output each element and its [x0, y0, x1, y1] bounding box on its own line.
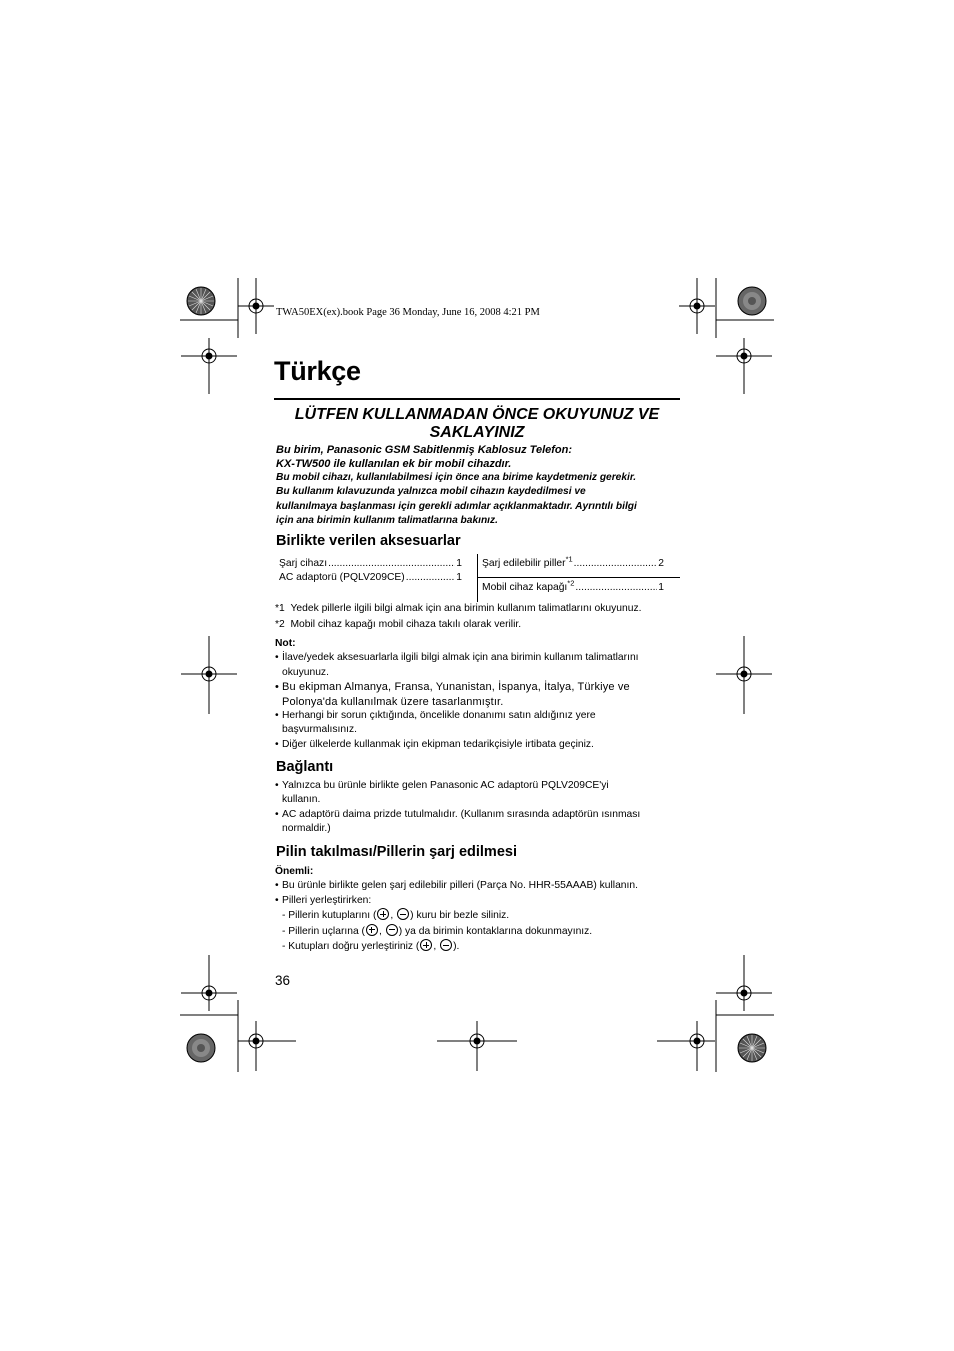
- important-label: Önemli:: [275, 866, 314, 877]
- accessory-qty: 2: [658, 558, 664, 569]
- intro-body-line: kullanılmaya başlanması için gerekli adımlar açıklanmaktadır. Ayrıntılı bilgi: [276, 500, 637, 512]
- note-item: • Bu ekipman Almanya, Fransa, Yunanistan, İspanya, İtalya, Türkiye ve Polonya'da kullanılmak üzere tasarlanmıştır.: [275, 680, 681, 709]
- accessory-label: Şarj cihazı: [279, 558, 328, 569]
- minus-terminal-icon: [397, 908, 409, 920]
- warning-heading-line2: SAKLAYINIZ: [429, 424, 525, 441]
- accessory-label: AC adaptorü (PQLV209CE): [279, 572, 405, 584]
- intro-body-line: Bu mobil cihazı, kullanılabilmesi için önce ana birime kaydetmeniz gerekir.: [276, 472, 637, 483]
- battery-heading: Pilin takılması/Pillerin şarj edilmesi: [276, 844, 517, 860]
- plus-terminal-icon: [420, 939, 432, 951]
- footnote-marker: *1: [565, 554, 573, 564]
- accessory-qty: 1: [658, 582, 664, 593]
- accessory-qty: 1: [456, 572, 462, 584]
- note-label: Not:: [275, 638, 296, 649]
- accessories-divider: [477, 554, 478, 602]
- battery-item: • Bu ürünle birlikte gelen şarj edilebilir pilleri (Parça No. HHR-55AAAB) kullanın.: [275, 879, 685, 893]
- warning-heading: [274, 406, 680, 442]
- accessory-qty: 1: [456, 558, 462, 569]
- accessory-label: Şarj edilebilir piller$^{*1}$: [482, 554, 573, 569]
- intro-body-line: için ana birimin kullanım talimatlarına bakınız.: [276, 515, 498, 527]
- title-rule: [274, 398, 680, 400]
- intro-body-line: Bu kullanım kılavuzunda yalnızca mobil cihazın kaydedilmesi ve: [276, 486, 586, 498]
- footnote-2: *2 Mobil cihaz kapağı mobil cihaza takılı olarak verilir.: [275, 619, 522, 631]
- accessory-item: [279, 571, 462, 585]
- accessory-item: [482, 554, 664, 571]
- connection-item: • Yalnızca bu ürünle birlikte gelen Panasonic AC adaptorü PQLV209CE'yi kullanın.: [275, 779, 685, 808]
- footnote-marker: *2: [567, 578, 575, 588]
- note-block: [275, 637, 681, 752]
- plus-terminal-icon: [377, 908, 389, 920]
- book-header-line: TWA50EX(ex).book Page 36 Monday, June 16, 2008 4:21 PM: [276, 307, 540, 318]
- footnote-1: *1 Yedek pillerle ilgili bilgi almak için ana birimin kullanım talimatlarını okuyunuz.: [275, 603, 642, 614]
- accessory-item: [482, 578, 664, 595]
- battery-block: [275, 865, 685, 954]
- accessories-heading: Birlikte verilen aksesuarlar: [276, 533, 461, 549]
- intro-bold-line2: KX-TW500 ile kullanılan ek bir mobil cihazdır.: [276, 457, 512, 470]
- accessories-row-rule: [477, 577, 680, 578]
- note-item: • Herhangi bir sorun çıktığında, öncelikle donanımı satın aldığınız yere başvurmalısınız.: [275, 709, 681, 738]
- note-item: • Diğer ülkelerde kullanmak için ekipman tedarikçisiyle irtibata geçiniz.: [275, 738, 681, 752]
- battery-subitem: - Pillerin uçlarına ( , ) ya da birimin kontaklarına dokunmayınız.: [282, 925, 593, 937]
- intro-bold-line1: Bu birim, Panasonic GSM Sabitlenmiş Kablosuz Telefon:: [276, 444, 573, 456]
- accessories-right-row2: [482, 578, 664, 595]
- note-item: • İlave/yedek aksesuarlarla ilgili bilgi almak için ana birimin kullanım talimatlarını okuyunuz.: [275, 651, 681, 680]
- page-number: 36: [275, 973, 291, 988]
- page-title: Türkçe: [274, 356, 361, 386]
- accessory-item: [279, 557, 462, 571]
- connection-item: • AC adaptörü daima prizde tutulmalıdır. (Kullanım sırasında adaptörün ısınması normaldir.): [275, 808, 685, 837]
- battery-subitem: - Pillerin kutuplarını ( , ) kuru bir bezle siliniz.: [282, 910, 510, 922]
- battery-item: • Pilleri yerleştirirken:: [275, 894, 685, 908]
- battery-subitem: - Kutupları doğru yerleştiriniz ( , ).: [282, 941, 460, 953]
- connection-heading: Bağlantı: [276, 759, 334, 775]
- accessory-label: Mobil cihaz kapağı$^{*2}$: [482, 578, 575, 593]
- intro-bold: [276, 444, 682, 471]
- accessories-left-column: [279, 557, 462, 586]
- footnotes: [275, 602, 685, 633]
- plus-terminal-icon: [366, 924, 378, 936]
- connection-list: [275, 779, 685, 837]
- warning-heading-line1: LÜTFEN KULLANMADAN ÖNCE OKUYUNUZ VE: [294, 406, 660, 423]
- accessories-right-row1: [482, 554, 664, 571]
- minus-terminal-icon: [386, 924, 398, 936]
- minus-terminal-icon: [440, 939, 452, 951]
- intro-body: [276, 471, 682, 529]
